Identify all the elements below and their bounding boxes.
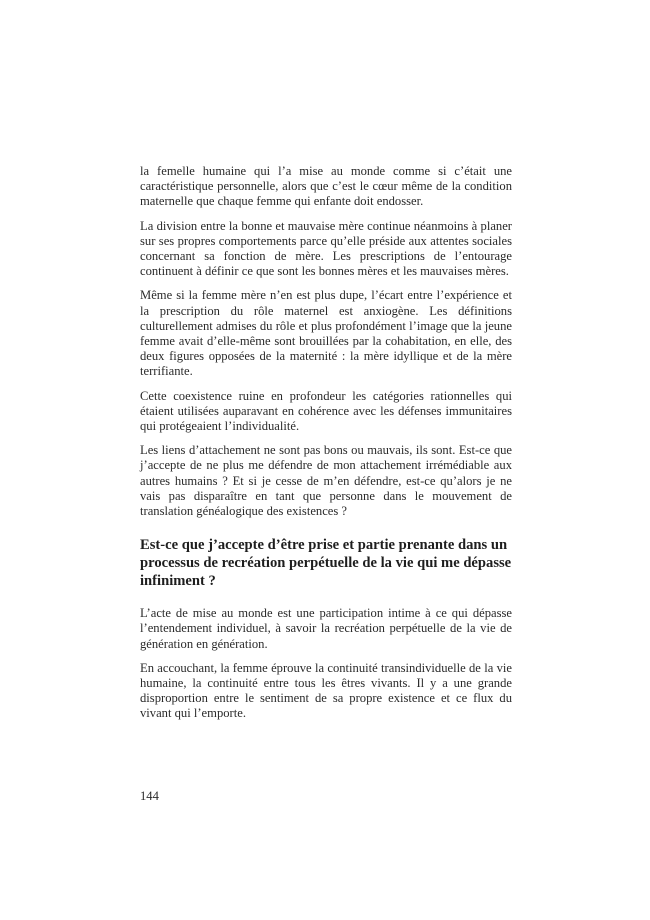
body-paragraph: Les liens d’attachement ne sont pas bons ou mauvais, ils sont. Est-ce que j’accepte de ne plus me défendre de mon attachement irrémédiable aux autres humains ? Et si je cesse de m’en défendre, est-ce qu’alors je ne vais pas disparaître en tant que personne dans le mouvement de translation généalogique des existences ? <box>140 443 512 519</box>
page-number: 144 <box>140 789 159 803</box>
body-paragraph: la femelle humaine qui l’a mise au monde comme si c’était une caractéristique personnelle, alors que c’est le cœur même de la condition maternelle que chaque femme qui enfante doit endosser. <box>140 164 512 209</box>
body-paragraph: En accouchant, la femme éprouve la continuité transindividuelle de la vie humaine, la continuité entre tous les êtres vivants. Il y a une grande disproportion entre le sentiment de sa propre existence et ce flux du vivant qui l’emporte. <box>140 660 512 721</box>
body-paragraph: Même si la femme mère n’en est plus dupe, l’écart entre l’expérience et la prescription du rôle maternel est anxiogène. Les définitions culturellement admises du rôle et plus profondément l’image que la jeune femme avait d’elle-même sont brouillées par la cohabitation, en elle, des deux figures opposées de la maternité : la mère idyllique et de la mère terrifiante. <box>140 288 512 379</box>
body-paragraph: L’acte de mise au monde est une participation intime à ce qui dépasse l’entendement individuel, à savoir la recréation perpétuelle de la vie de génération en génération. <box>140 606 512 651</box>
section-heading: Est-ce que j’accepte d’être prise et partie prenante dans un processus de recréation perpétuelle de la vie qui me dépasse infiniment ? <box>140 537 512 590</box>
body-paragraph: Cette coexistence ruine en profondeur les catégories rationnelles qui étaient utilisées auparavant en cohérence avec les défenses immunitaires qui protégeaient l’individualité. <box>140 388 512 434</box>
page-body <box>140 164 512 731</box>
body-paragraph: La division entre la bonne et mauvaise mère continue néanmoins à planer sur ses propres comportements parce qu’elle préside aux attentes sociales concernant sa fonction de mère. Les prescriptions de l’entourage continuent à définir ce que sont les bonnes mères et les mauvaises mères. <box>140 218 512 279</box>
